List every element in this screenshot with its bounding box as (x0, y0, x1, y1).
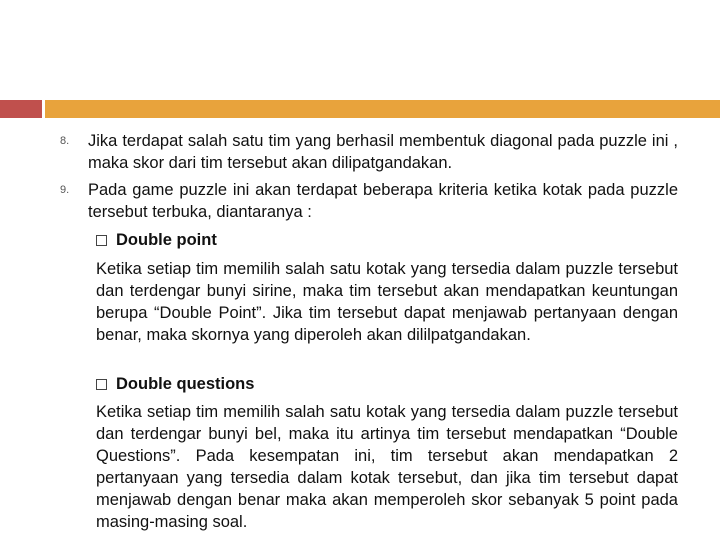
accent-bar-right (45, 100, 720, 118)
criteria-heading-double-questions (96, 373, 254, 395)
checkbox-bullet-icon (96, 379, 107, 390)
list-text: Jika terdapat salah satu tim yang berhasil membentuk diagonal pada puzzle ini , maka skor dari tim tersebut akan dilipatgandakan. (88, 132, 678, 172)
list-number: 8. (60, 135, 70, 147)
list-item-8 (60, 130, 678, 174)
criteria-description-double-point: Ketika setiap tim memilih salah satu kotak yang tersedia dalam puzzle tersebut dan terdengar bunyi sirine, maka tim tersebut akan mendapatkan keuntungan berupa “Double Point”. Jika tim tersebut dapat menjawab pertanyaan dengan benar, maka skornya yang diperoleh akan dililpatgandakan. (96, 260, 678, 344)
criteria-heading-double-point (96, 229, 217, 251)
list-item-9 (60, 179, 678, 223)
criteria-description-double-questions: Ketika setiap tim memilih salah satu kotak yang tersedia dalam puzzle tersebut dan terdengar bunyi bel, maka itu artinya tim tersebut mendapatkan “Double Questions”. Pada kesempatan ini, tim tersebut akan mendapatkan 2 pertanyaan yang tersedia dalam kotak tersebut, dan jika tim tersebut dapat menjawab dengan benar maka akan memperoleh skor sebanyak 5 point pada masing-masing soal. (96, 403, 678, 531)
list-number: 9. (60, 184, 70, 196)
checkbox-bullet-icon (96, 235, 107, 246)
criteria-title: Double point (116, 231, 217, 249)
criteria-title: Double questions (116, 375, 255, 393)
list-text: Pada game puzzle ini akan terdapat beberapa kriteria ketika kotak pada puzzle tersebut terbuka, diantaranya : (88, 181, 678, 221)
accent-bar-left (0, 100, 42, 118)
